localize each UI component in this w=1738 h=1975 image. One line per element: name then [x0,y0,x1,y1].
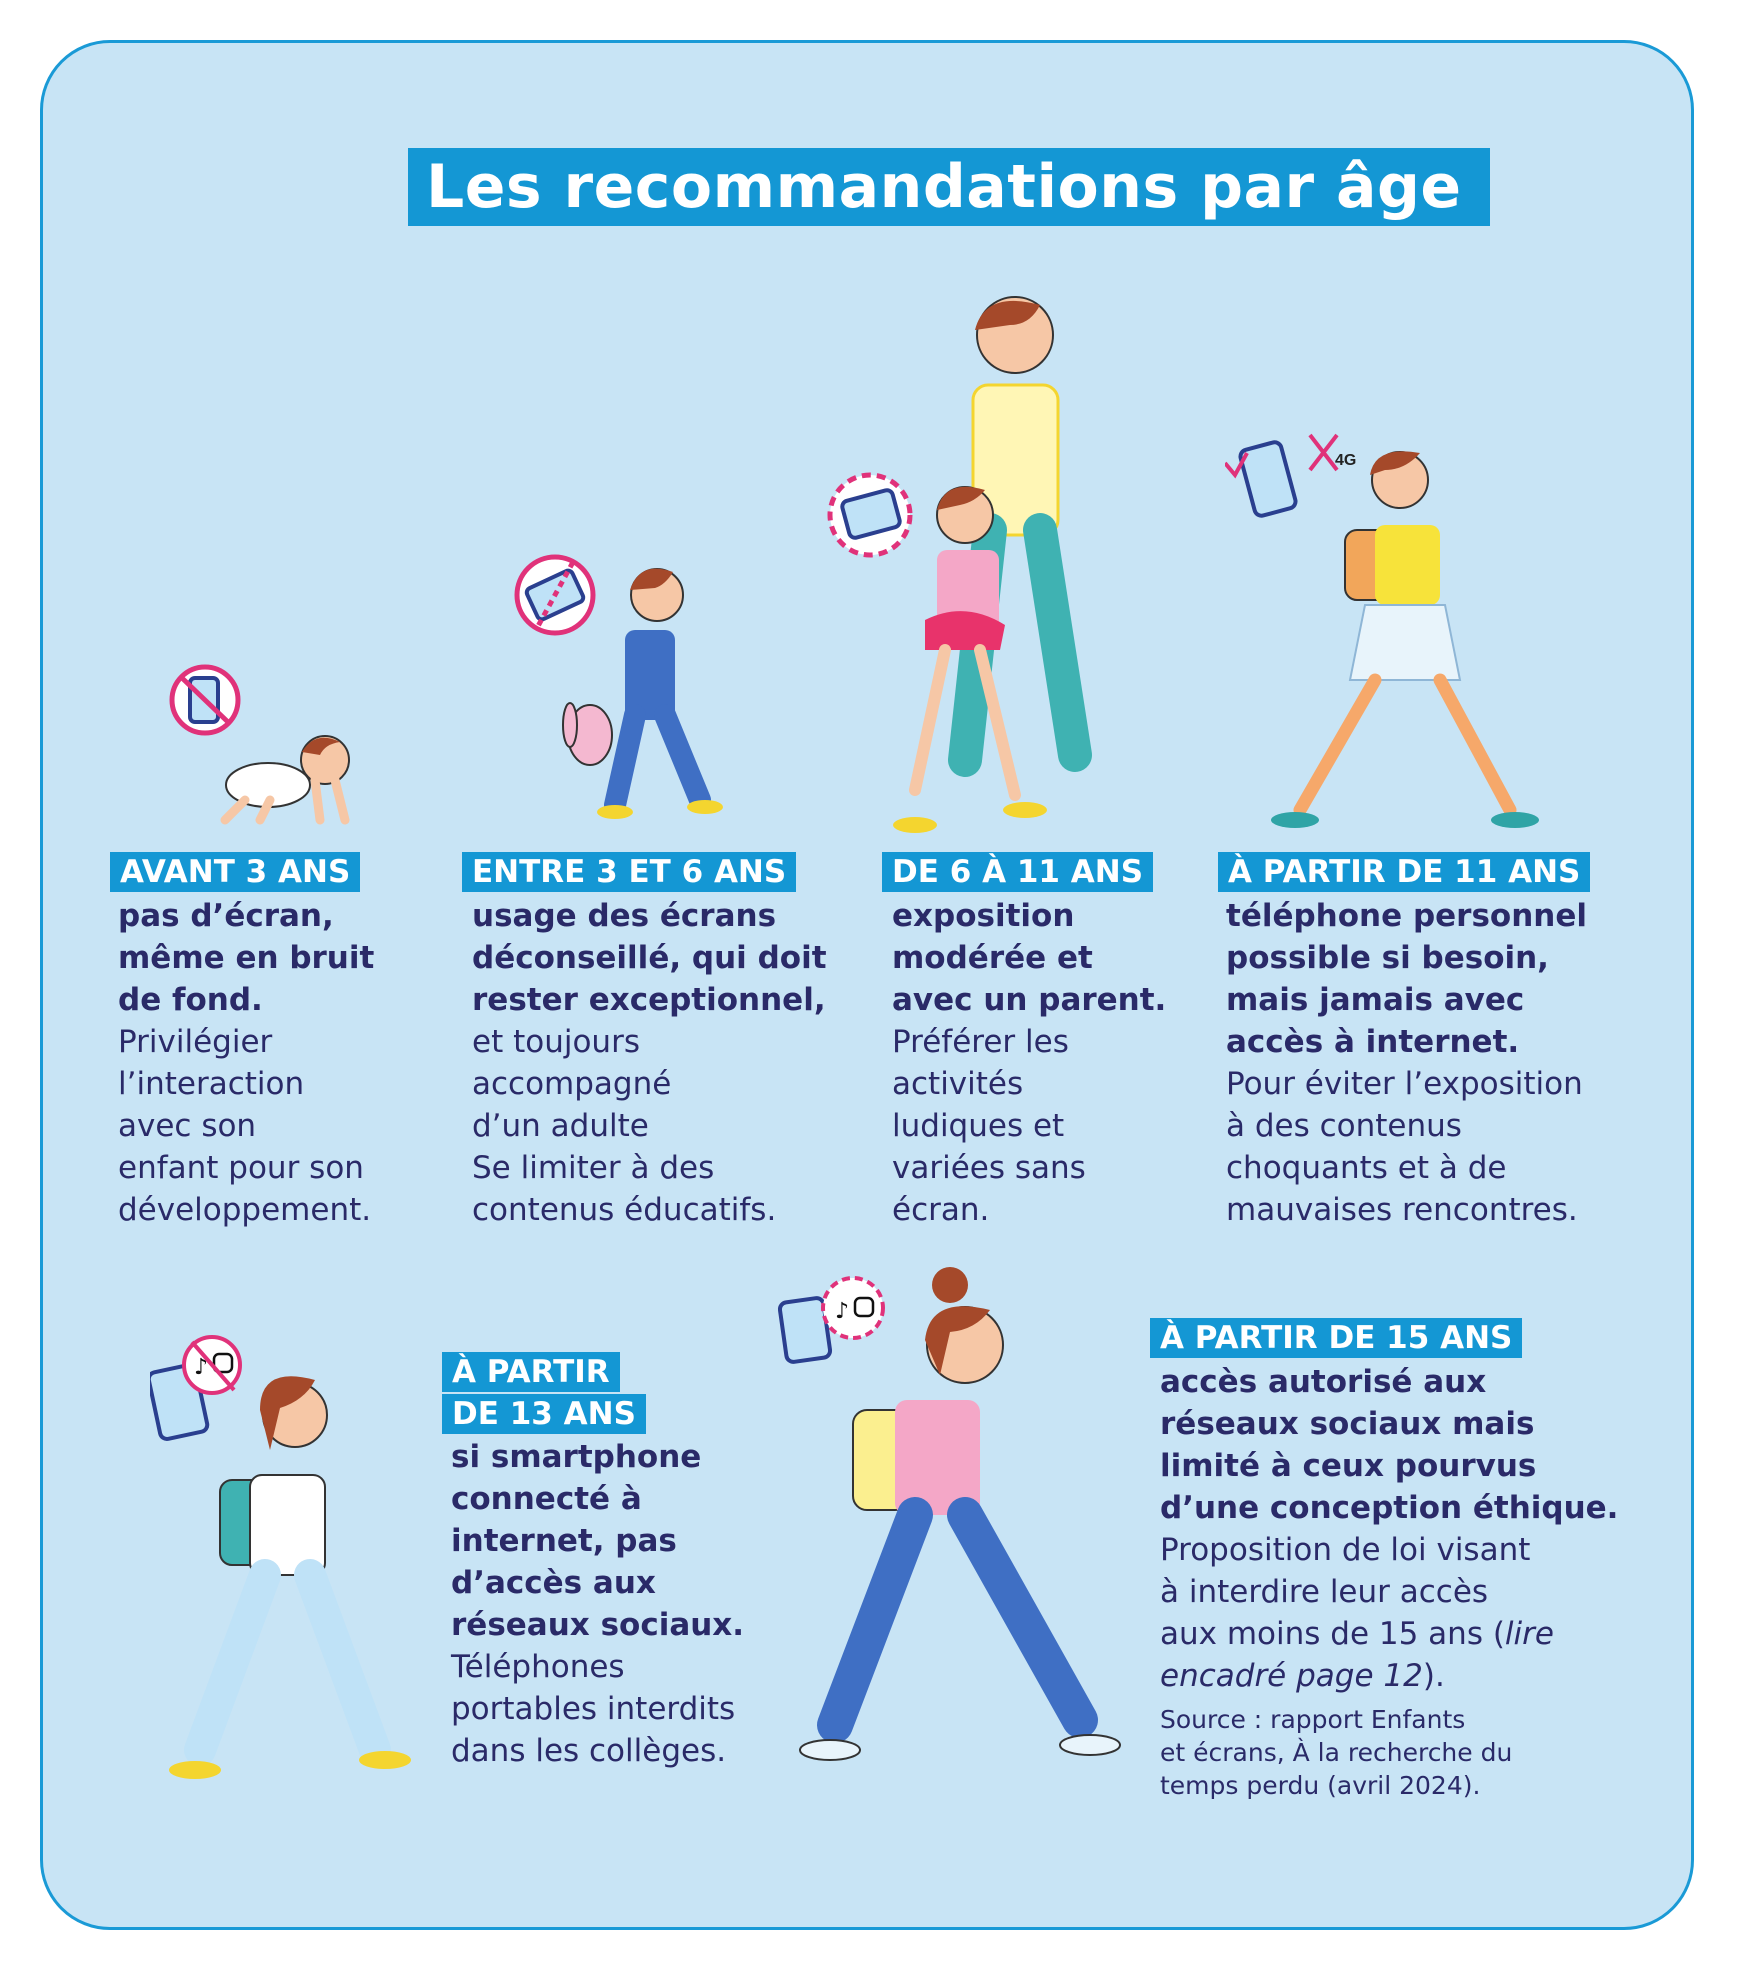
age-tag-label: À PARTIR DE 11 ANS [1228,854,1581,890]
recommendation-text: développement. [118,1192,372,1228]
girl-with-backpack-illustration [1225,425,1555,835]
source-line: Source : rapport Enfants [1160,1705,1466,1734]
recommendation-bold: même en bruit [118,940,375,976]
recommendation-bold: réseaux sociaux. [451,1607,745,1643]
age-tag-from-11 [1218,852,1590,892]
source-citation [1160,1703,1512,1802]
recommendation-bold: accès autorisé aux [1160,1364,1487,1400]
recommendation-text: Pour éviter l’exposition [1226,1066,1583,1102]
recommendation-text: Privilégier [118,1024,273,1060]
recommendation-bold: rester exceptionnel, [472,982,826,1018]
recommendation-bold: connecté à [451,1481,642,1517]
reference-link-part2: encadré page 12 [1160,1658,1423,1694]
parent-and-child-illustration [825,290,1155,835]
age-tag-label: DE 6 À 11 ANS [892,854,1144,890]
page-title: Les recommandations par âge [408,148,1490,226]
age-tag-label: À PARTIR [452,1354,610,1390]
recommendation-text: dans les collèges. [451,1733,727,1769]
baby-crawling-illustration [150,660,360,830]
recommendation-bold: d’accès aux [451,1565,656,1601]
age-tag-3-to-6 [462,852,796,892]
recommendation-text: variées sans [892,1150,1086,1186]
source-line: et écrans, À la recherche du [1160,1738,1513,1767]
section-from-15 [1160,1361,1618,1697]
recommendation-bold: internet, pas [451,1523,677,1559]
recommendation-text: à des contenus [1226,1108,1462,1144]
age-tag-label: AVANT 3 ANS [120,854,351,890]
age-tag-label: À PARTIR DE 15 ANS [1160,1320,1513,1356]
recommendation-text: contenus éducatifs. [472,1192,777,1228]
svg-text:♪: ♪ [194,1355,209,1380]
recommendation-text: l’interaction [118,1066,305,1102]
recommendation-bold: pas d’écran, [118,898,334,934]
recommendation-text-with-reference: aux moins de 15 ans (lire [1160,1616,1554,1652]
section-before-3 [118,895,374,1231]
age-tag-label: ENTRE 3 ET 6 ANS [472,854,787,890]
age-tag-from-13-line1 [442,1352,620,1392]
recommendation-text: à interdire leur accès [1160,1574,1489,1610]
teen-girl-illustration [150,1330,450,1800]
recommendation-text: Téléphones [451,1649,625,1685]
age-tag-before-3 [110,852,360,892]
recommendation-text: ludiques et [892,1108,1065,1144]
child-with-bunny-illustration [505,550,755,830]
recommendation-text: avec son [118,1108,257,1144]
section-from-13 [451,1436,744,1772]
recommendation-text: et toujours [472,1024,640,1060]
recommendation-bold: usage des écrans [472,898,777,934]
recommendation-text: mauvaises rencontres. [1226,1192,1578,1228]
teen-with-backpack-illustration [775,1240,1145,1800]
recommendation-bold: possible si besoin, [1226,940,1549,976]
recommendation-bold: d’une conception éthique. [1160,1490,1619,1526]
recommendation-text: écran. [892,1192,990,1228]
age-tag-6-to-11 [882,852,1153,892]
age-tag-label: DE 13 ANS [452,1396,636,1432]
no-social-media-icon [150,1337,240,1440]
recommendation-bold: exposition [892,898,1075,934]
svg-text:♪: ♪ [835,1299,850,1324]
recommendation-text: d’un adulte [472,1108,649,1144]
recommendation-text: choquants et à de [1226,1150,1507,1186]
section-6-to-11 [892,895,1166,1231]
social-media-limited-icon [779,1278,883,1363]
recommendation-text: accompagné [472,1066,672,1102]
section-3-to-6 [472,895,827,1231]
recommendation-text-with-reference: encadré page 12). [1160,1658,1445,1694]
recommendation-text: enfant pour son [118,1150,364,1186]
phone-no-4g-icon [1225,435,1356,517]
age-tag-from-15 [1150,1318,1522,1358]
recommendation-text: activités [892,1066,1024,1102]
recommendation-bold: mais jamais avec [1226,982,1525,1018]
4g-label: 4G [1335,452,1357,469]
recommendation-bold: limité à ceux pourvus [1160,1448,1537,1484]
reference-link-part1: lire [1504,1616,1554,1652]
recommendation-bold: modérée et [892,940,1093,976]
source-line: temps perdu (avril 2024). [1160,1771,1481,1800]
recommendation-bold: si smartphone [451,1439,702,1475]
recommendation-text: Proposition de loi visant [1160,1532,1531,1568]
recommendation-bold: réseaux sociaux mais [1160,1406,1535,1442]
age-tag-from-13-line2 [442,1394,646,1434]
no-tablet-icon [517,557,593,633]
recommendation-bold: accès à internet. [1226,1024,1520,1060]
recommendation-bold: de fond. [118,982,263,1018]
recommendation-bold: téléphone personnel [1226,898,1587,934]
section-from-11 [1226,895,1587,1231]
no-phone-icon [172,667,238,733]
tablet-limited-icon [830,475,910,555]
recommendation-text: portables interdits [451,1691,736,1727]
recommendation-bold: déconseillé, qui doit [472,940,827,976]
recommendation-text: Se limiter à des [472,1150,715,1186]
recommendation-bold: avec un parent. [892,982,1167,1018]
recommendation-text: Préférer les [892,1024,1069,1060]
